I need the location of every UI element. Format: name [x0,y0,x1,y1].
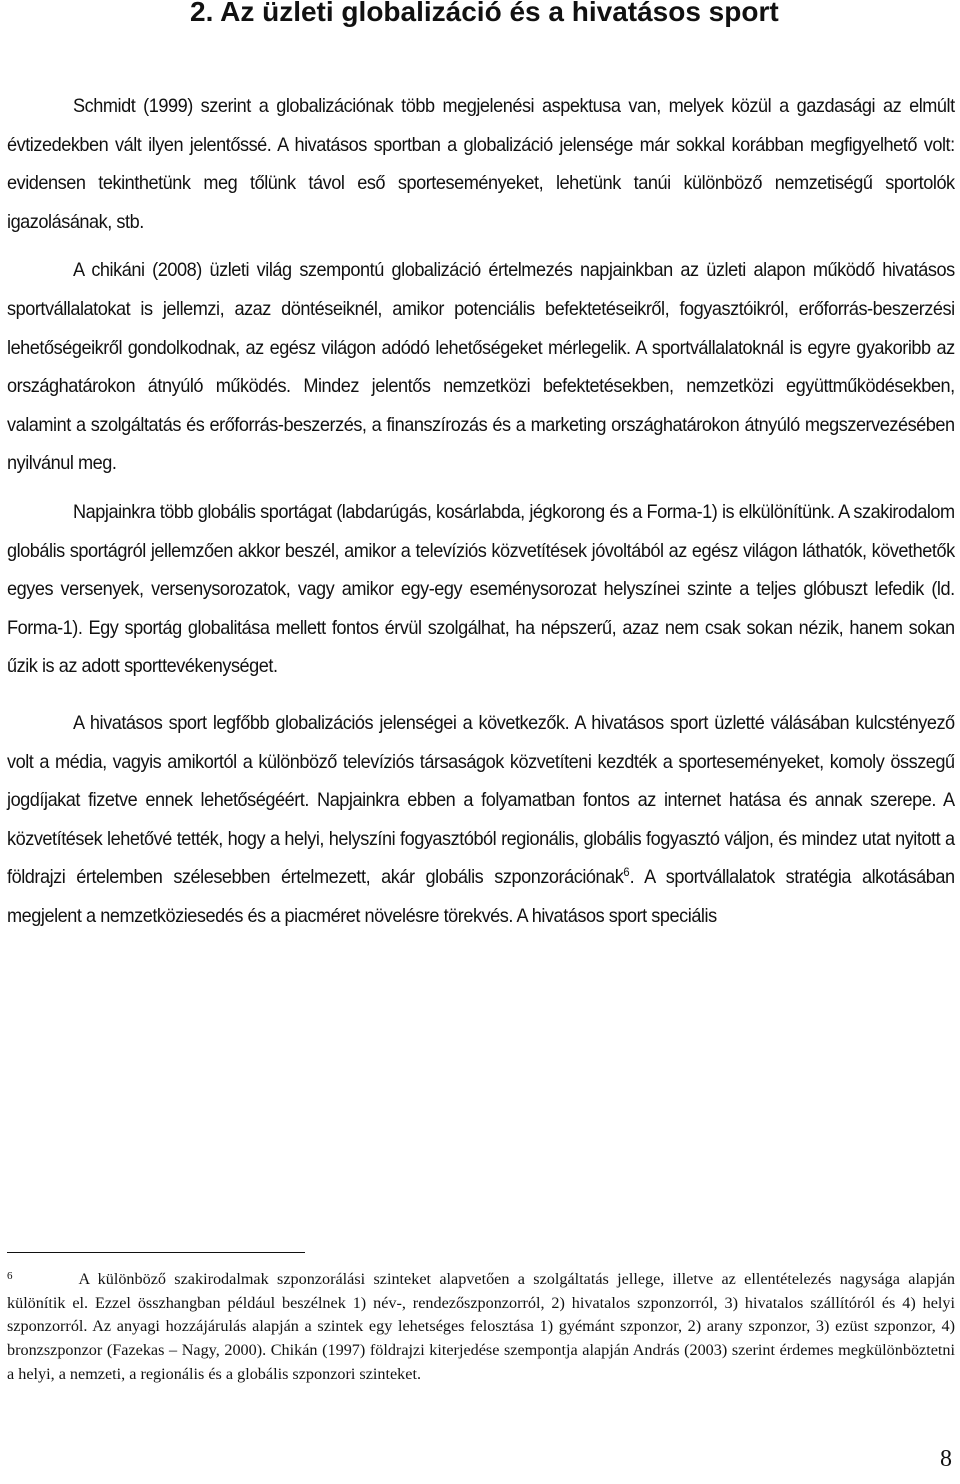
footnote-number: 6 [7,1270,13,1282]
paragraph-4 [7,704,955,936]
section-heading: 2. Az üzleti globalizáció és a hivatásos sport [190,0,779,27]
footnote-reference[interactable]: 6 [623,865,630,880]
paragraph-3: Napjainkra több globális sportágat (labdarúgás, kosárlabda, jégkorong és a Forma-1) is elkülönítünk. A szakirodalom globális sportágról jellemzően akkor beszél, amikor a televíziós közvetítések jóvoltából az egész világon láthatók, követhetők egyes versenyek, versenysorozatok, vagy amikor egy-egy eseménysorozat helyszínei szinte a teljes glóbuszt lefedik (ld. Forma-1). Egy sportág globalitása mellett fontos érvül szolgálhat, ha népszerű, azaz nem csak sokan nézik, hanem sokan űzik is az adott sporttevékenységet. [7,500,955,678]
footnote-text: A különböző szakirodalmak szponzorálási szinteket alapvetően a szolgáltatás jellege, illetve az ellentételezés nagysága alapján különítik el. Ezzel összhangban például beszélnek 1) név-, rendezőszponzorról, 2) hivatalos szponzorról, 3) hivatalos szállítóról és 4) helyi szponzorról. Az anyagi hozzájárulás alapján a szintek egy lehetséges felosztása 1) gyémánt szponzor, 2) arany szponzor, 3) ezüst szponzor, 4) bronzszponzor (Fazekas – Nagy, 2000). Chikán (1997) földrajzi kiterjedése szempontja alapján András (2003) szerint érdemes megkülönböztetni a helyi, a nemzeti, a regionális és a globális szponzori szinteket. [7,1270,955,1383]
page-number: 8 [940,1446,952,1472]
footnote [7,1268,955,1387]
paragraph-2: A chikáni (2008) üzleti világ szempontú globalizáció értelmezés napjainkban az üzleti alapon működő hivatásos sportvállalatokat is jellemzi, azaz döntéseiknél, amikor potenciális befektetéseikről, fogyasztóikról, erőforrás-beszerzési lehetőségeikről gondolkodnak, az egész világon adódó lehetőségeket mérlegelik. A sportvállalatoknál is egyre gyakoribb az országhatárokon átnyúló működés. Mindez jelentős nemzetközi befektetésekben, nemzetközi együttműködésekben, valamint a szolgáltatás és erőforrás-beszerzés, a finanszírozás és a marketing országhatárokon átnyúló megszervezésében nyilvánul meg. [7,259,955,475]
paragraph-1: Schmidt (1999) szerint a globalizációnak több megjelenési aspektusa van, melyek közül a gazdasági az elmúlt évtizedekben vált ilyen jelentőssé. A hivatásos sportban a globalizáció jelensége már sokkal korábban megfigyelhető volt: evidensen tekinthetünk meg tőlünk távol eső sporteseményeket, lehetünk tanúi különböző nemzetiségű sportolók igazolásának, stb. [7,95,955,233]
body-text [7,87,955,935]
footnote-separator [7,1252,305,1253]
paragraph-4-text: A hivatásos sport legfőbb globalizációs jelenségei a következők. A hivatásos sport üzletté válásában kulcstényező volt a média, vagyis amikortól a különböző televíziós társaságok közvetíteni kezdték a sporteseményeket, komoly összegű jogdíjakat fizetve ennek lehetőségéért. Napjainkra ebben a folyamatban fontos az internet hatása és annak szerepe. A közvetítések lehetővé tették, hogy a helyi, helyszíni fogyasztóból regionális, globális fogyasztó váljon, és mindez utat nyitott a földrajzi értelemben szélesebben értelmezett, akár globális szponzorációnak [7,711,955,889]
paragraph-4-tail: . A sportvállalatok stratégia alkotásában megjelent a nemzetköziesedés és a piacméret növelésre törekvés. A hivatásos sport speciális [7,866,955,927]
